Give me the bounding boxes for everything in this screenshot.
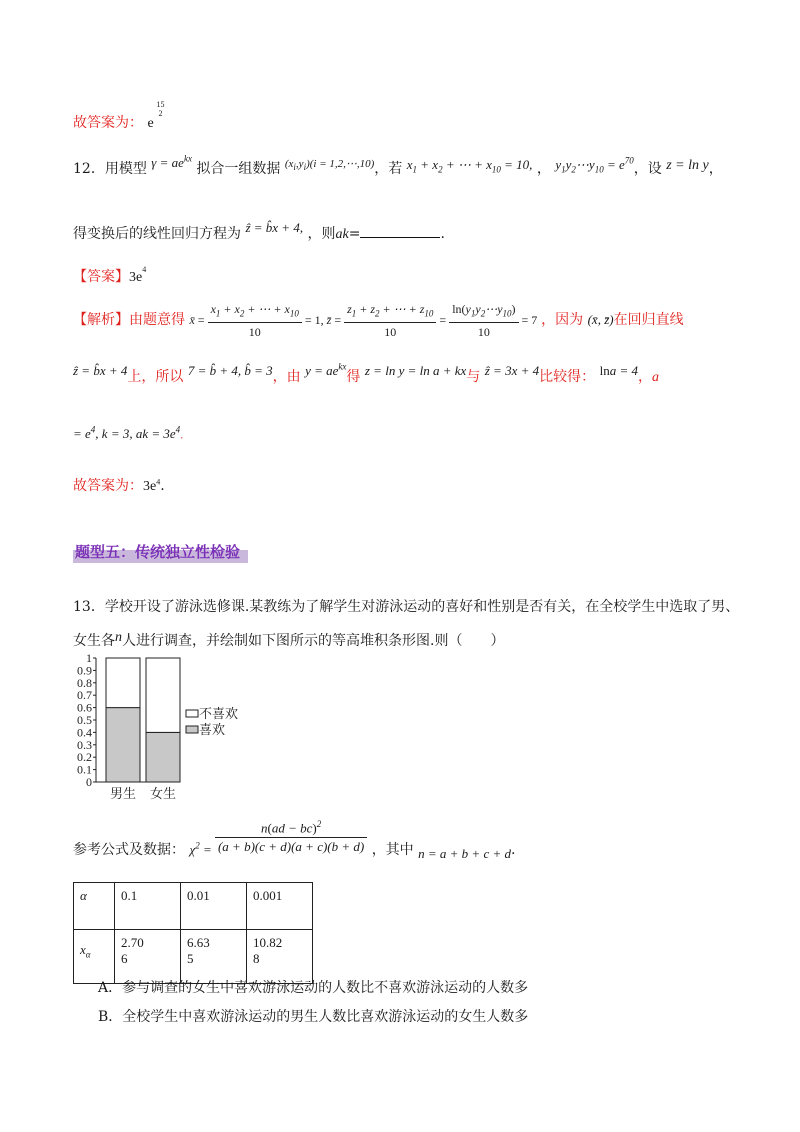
table-row (74, 883, 313, 930)
table-row (74, 930, 313, 984)
critical-value-table (73, 882, 313, 984)
analysis-p3: 在回归直线 (613, 312, 684, 329)
eq2: = (331, 313, 345, 328)
y-tick-label: 0.9 (77, 663, 92, 678)
q12-line2-b: ，则 (307, 226, 336, 242)
analysis-p1: 由题意得 (129, 312, 185, 329)
answer-base: e (147, 116, 154, 131)
table-cell: 0.01 (181, 883, 247, 930)
final-answer-2-value (143, 479, 160, 494)
final-answer-line (73, 100, 165, 132)
y-tick-label: 0.2 (77, 750, 92, 765)
final-value-exp: 4 (156, 477, 161, 487)
regression-equation: ẑ = b̂x + 4, (245, 220, 304, 235)
q12-ak: ak (335, 227, 349, 242)
final-equations: = $e^4$, k = 3, ak = $3e^4$ (73, 425, 181, 442)
frac-z (344, 300, 436, 341)
frac-ln (449, 300, 518, 341)
formula-line (73, 815, 515, 865)
table-cell: 6.63 5 (181, 930, 247, 984)
x-alpha-sub: α (85, 949, 91, 960)
y-tick-label: 1 (86, 651, 92, 665)
mean-point: (x̄, z̄) (587, 312, 614, 328)
chi-den: (a + b)(c + d)(a + c)(b + d) (217, 839, 365, 855)
answer-tag: 【答案】 (73, 269, 129, 285)
final-value-tail: . (160, 478, 165, 494)
analysis-p9: ， (637, 369, 652, 385)
question-12-line-1 (73, 153, 723, 179)
frac-z-den: 10 (384, 325, 397, 340)
x-category-label: 男生 (109, 786, 137, 801)
final-answer-label: 故答案为： (73, 115, 143, 131)
q13-line2-b: 人进行调查，并绘制如下图所示的等高堆积条形图.则（ ） (122, 633, 505, 649)
y-tick-label: 0.8 (77, 675, 92, 690)
final-value-base: 3e (143, 479, 157, 494)
answer-exponent (156, 100, 164, 118)
exp-denominator: 2 (158, 109, 163, 118)
log-eq: z = ln y = ln a + kx (364, 363, 467, 378)
answer-blank[interactable] (360, 225, 440, 238)
final-answer-2 (73, 475, 165, 495)
analysis-end-dot: . (180, 430, 184, 442)
model-formula: $\gamma = ae^{kx}$ (151, 153, 192, 170)
final-answer-2-label: 故答案为： (73, 478, 143, 494)
frac-x-num: $x_1 + x_2$ + ⋯ + $x_{10}$ (208, 300, 302, 323)
exp-numerator: 15 (156, 100, 165, 109)
frac-z-num: $z_1 + z_2$ + ⋯ + $z_{10}$ (344, 300, 436, 323)
y-product-formula: $y_1y_2\cdots y_{10} = e^{70}$ (555, 155, 634, 175)
analysis-p7: 与 (466, 369, 481, 385)
compare-eq: ẑ = 3x + 4 (484, 363, 540, 378)
legend-swatch (186, 726, 198, 733)
analysis-tag: 【解析】 (73, 312, 129, 329)
answer-12 (73, 266, 146, 286)
analysis-p10: a (651, 370, 659, 385)
x-sum-formula: $x_1 + x_2$ + ⋯ + $x_{10} = 10$, (406, 157, 533, 175)
frac-ln-num: $\ln(y_1y_2\cdots y_{10})$ (449, 300, 518, 323)
chi-squared-fraction (215, 815, 367, 856)
y-tick-label: 0.7 (77, 688, 92, 703)
y-tick-label: 0.6 (77, 700, 92, 715)
q12-text-c: ，若 (374, 161, 403, 177)
chi-squared-symbol: $\chi^2$ = (189, 840, 215, 857)
q12-period: . (440, 226, 445, 242)
analysis-p6: 得 (346, 369, 361, 385)
bar-segment-不喜欢 (106, 658, 140, 708)
bar-segment-不喜欢 (146, 658, 180, 732)
table-cell (74, 930, 115, 984)
analysis-line-3 (73, 425, 183, 442)
q12-line2-a: 得变换后的线性回归方程为 (73, 226, 241, 242)
q12-text-e: ，设 (633, 161, 662, 177)
regression-eq-2: ẑ = b̂x + 4 (73, 363, 128, 378)
data-set-formula: (xi,yi)(i = 1,2,⋯,10) (284, 158, 375, 173)
eq1: = (194, 313, 208, 328)
question-13-line-2 (73, 630, 504, 650)
answer-value (129, 265, 147, 285)
q12-text-d: ， (536, 161, 551, 177)
y-tick-label: 0.5 (77, 713, 92, 727)
z-def-formula: z = ln y (666, 158, 709, 173)
question-12-line-2 (73, 220, 445, 243)
q12-comma: ， (708, 161, 723, 177)
chi-num: n(ad − bc)$^2$ (215, 815, 367, 838)
n-definition: n = a + b + c + d (418, 845, 512, 861)
bar-segment-喜欢 (146, 732, 180, 782)
b-hat-eq: 7 = b̂ + 4, b̂ = 3 (187, 363, 273, 378)
section-heading (73, 541, 248, 563)
frac-ln-den: 10 (477, 325, 490, 340)
answer-value-base: 3e (129, 270, 143, 285)
x-bar: x̄ (189, 313, 195, 328)
section-title: 题型五：传统独立性检验 (75, 543, 241, 561)
legend-swatch (186, 710, 198, 717)
table-cell: 2.70 6 (115, 930, 181, 984)
model-eq-2: $y = ae^{kx}$ (305, 361, 347, 378)
option-a[interactable]: A．参与调查的女生中喜欢游泳运动的人数比不喜欢游泳运动的人数多 (98, 980, 529, 996)
legend-label: 不喜欢 (199, 706, 239, 721)
frac-x-den: 10 (248, 325, 261, 340)
q12-equals: = (348, 226, 361, 242)
table-cell: α (74, 883, 115, 930)
table-cell: 10.82 8 (247, 930, 313, 984)
analysis-line-1 (73, 300, 684, 341)
analysis-p2: ，因为 (541, 312, 584, 329)
option-b[interactable]: B．全校学生中喜欢游泳运动的男生人数比喜欢游泳运动的女生人数多 (98, 1009, 529, 1025)
eq2b: = (436, 313, 450, 328)
final-answer-value (147, 100, 165, 131)
q12-text-b: 拟合一组数据 (196, 161, 281, 177)
x-category-label: 女生 (149, 786, 177, 801)
q13-n-var: n (115, 630, 122, 645)
table-cell: 0.1 (115, 883, 181, 930)
question-number: 12． (73, 161, 105, 177)
legend-label: 喜欢 (199, 722, 226, 737)
table-cell: 0.001 (247, 883, 313, 930)
answer-exponent: 4 (142, 265, 147, 275)
analysis-line-2 (73, 361, 659, 386)
y-tick-label: 0.1 (77, 762, 92, 777)
z-bar: z̄ (326, 313, 332, 328)
eq3: = 7 (518, 313, 538, 328)
y-tick-label: 0.4 (77, 725, 92, 740)
y-tick-label: 0 (86, 775, 92, 789)
formula-end-dot: . (511, 841, 516, 858)
stacked-bar-chart (70, 650, 270, 810)
question-13-line-1: 13．学校开设了游泳选修课.某教练为了解学生对游泳运动的喜好和性别是否有关，在全校学生中选取了男、 (73, 599, 740, 615)
q13-line2-a: 女生各 (73, 633, 115, 649)
q12-text-a: 用模型 (104, 161, 147, 177)
analysis-p4: 上，所以 (127, 369, 184, 385)
frac-x (208, 300, 302, 341)
bar-segment-喜欢 (106, 708, 140, 782)
formula-label: 参考公式及数据： (73, 841, 185, 858)
analysis-p5: ，由 (272, 369, 301, 385)
analysis-p8: 比较得： (539, 369, 596, 385)
formula-mid: ，其中 (371, 841, 414, 858)
ln-a-eq: lna = 4 (599, 363, 638, 378)
y-tick-label: 0.3 (77, 737, 92, 752)
x-alpha-base: x (80, 942, 86, 957)
eq1b: = 1, (301, 313, 327, 328)
